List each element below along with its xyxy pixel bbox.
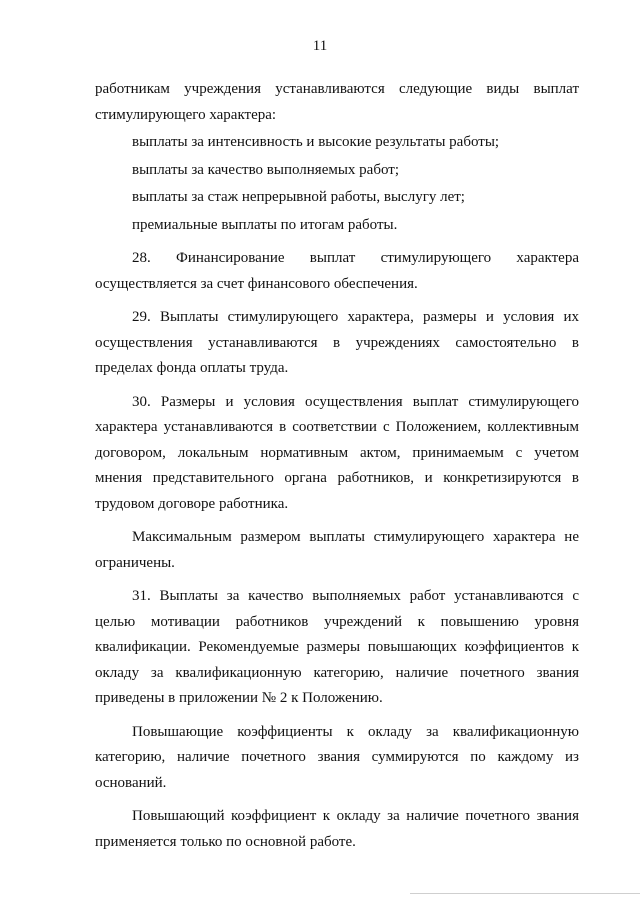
document-body (95, 77, 579, 855)
scan-edge-line (410, 893, 640, 894)
paragraph-main-work: Повышающий коэффициент к окладу за наличие почетного звания применяется только по основной работе. (95, 808, 579, 850)
paragraph-29: 29. Выплаты стимулирующего характера, размеры и условия их осуществления устанавливаются в учреждениях самостоятельно в пределах фонда оплаты труда. (95, 309, 579, 376)
paragraph-coefficients-sum: Повышающие коэффициенты к окладу за квалификационную категорию, наличие почетного звания суммируются по каждому из оснований. (95, 723, 579, 791)
paragraph-30: 30. Размеры и условия осуществления выплат стимулирующего характера устанавливаются в соответствии с Положением, коллективным договором, локальным нормативным актом, принимаемым с учетом мнения представительного органа работников, и конкретизируются в трудовом договоре работника. (95, 393, 579, 512)
list-item-seniority: выплаты за стаж непрерывной работы, выслугу лет; (132, 189, 465, 205)
paragraph-28: 28. Финансирование выплат стимулирующего характера осуществляется за счет финансового обеспечения. (95, 250, 579, 292)
list-item-intensity: выплаты за интенсивность и высокие результаты работы; (132, 134, 500, 150)
list-item-bonus: премиальные выплаты по итогам работы. (132, 216, 398, 233)
list-item-quality: выплаты за качество выполняемых работ; (132, 161, 399, 178)
page-number: 11 (312, 38, 328, 54)
paragraph-continuation: работникам учреждения устанавливаются следующие виды выплат стимулирующего характера: (95, 81, 579, 123)
paragraph-max-size: Максимальным размером выплаты стимулирующего характера не ограничены. (95, 529, 579, 571)
paragraph-31: 31. Выплаты за качество выполняемых работ устанавливаются с целью мотивации работников учреждений к повышению уровня квалификации. Рекомендуемые размеры повышающих коэффициентов к окладу за квалификационную категорию, наличие почетного звания приведены в приложении № 2 к Положению. (95, 588, 579, 706)
